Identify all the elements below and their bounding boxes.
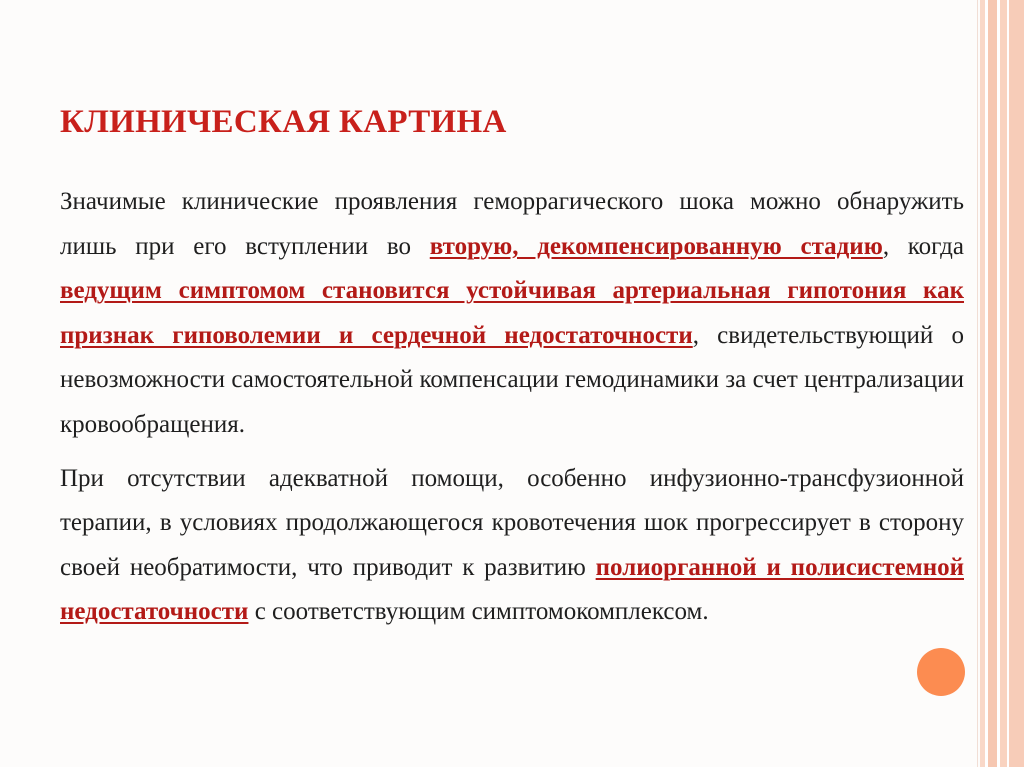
- frame-divider: [977, 0, 978, 767]
- text-run: При отсутствии адекватной помощи, особенно инфузионно-трансфузионной терапии, в условиях продолжающегося кровотечения шок прогрессирует в сторону своей необратимости, что приводит к развитию: [60, 464, 964, 581]
- text-run: с соответствующим симптомокомплексом.: [248, 598, 709, 626]
- text-run: , когда: [882, 232, 965, 260]
- stripe: [1000, 0, 1007, 767]
- stripe: [1009, 0, 1024, 767]
- paragraph-progression: [60, 457, 964, 635]
- decorative-stripes: [980, 0, 1024, 767]
- text-run: , свидетельствующий о невозможности самостоятельной компенсации гемодинамики за счет централизации кровообращения.: [60, 321, 964, 438]
- highlight-decompensated-stage: вторую, декомпенсированную стадию: [429, 232, 883, 260]
- highlight-leading-symptom: ведущим симптомом становится устойчивая артериальная гипотония как признак гиповолемии и сердечной недостаточности: [60, 277, 964, 349]
- laser-pointer-dot: [917, 648, 965, 696]
- highlight-multiorgan-failure: полиорганной и полисистемной недостаточности: [60, 553, 964, 626]
- slide-body: [60, 180, 964, 635]
- stripe: [988, 0, 997, 767]
- text-run: Значимые клинические проявления геморрагического шока можно обнаружить лишь при его вступлении во: [60, 188, 964, 260]
- slide-title: КЛИНИЧЕСКАЯ КАРТИНА: [60, 104, 507, 140]
- paragraph-clinical-signs: [60, 180, 964, 448]
